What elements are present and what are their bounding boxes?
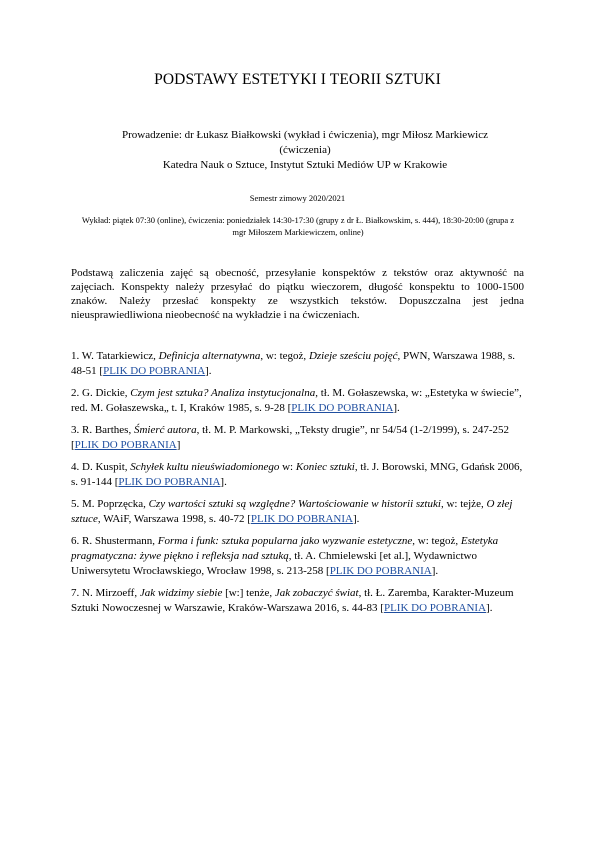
reading-text: , tł. Ł. Zaremba, Karakter-Muzeum Sztuki Nowoczesnej w Warszawie, Kraków-Warszawa 2016, s. 44-83 [ [71, 587, 514, 614]
reading-book-title: Jak zobaczyć świat [274, 587, 359, 599]
semester-label: Semestr zimowy 2020/2021 [249, 193, 346, 203]
reading-text: w: [279, 461, 296, 473]
download-link[interactable]: PLIK DO POBRANIA [103, 365, 206, 377]
reading-text: 6. R. Shustermann, [71, 535, 158, 547]
reading-text: , PWN, Warszawa 1988, s. 48-51 [ [71, 350, 515, 377]
reading-list [71, 349, 524, 623]
reading-text: , tł. A. Chmielewski [et al.], Wydawnictwo Uniwersytetu Wrocławskiego, Wrocław 1998, s. 213-258 [ [71, 550, 477, 577]
reading-book-title: Dzieje sześciu pojęć [308, 350, 398, 362]
reading-text: , tł. M. Gołaszewska, w: „Estetyka w świecie”, red. M. Gołaszewska„ t. I, Kraków 1985, s. 9-28 [ [71, 387, 522, 414]
download-link[interactable]: PLIK DO POBRANIA [118, 476, 221, 488]
reading-title: Schyłek kultu nieuświadomionego [130, 461, 280, 473]
reading-text: 2. G. Dickie, [71, 387, 131, 399]
reading-text: ]. [220, 476, 227, 488]
reading-text: ]. [431, 565, 439, 577]
reading-text: , tł. M. P. Markowski, „Teksty drugie”, nr 54/54 (1-2/1999), s. 247-252 [ [71, 424, 509, 451]
department-line: Katedra Nauk o Sztuce, Instytut Sztuki Mediów UP w Krakowie [162, 159, 448, 171]
download-link[interactable]: PLIK DO POBRANIA [329, 565, 432, 577]
reading-title: Czy wartości sztuki są względne? Wartościowanie w historii sztuki [148, 498, 441, 510]
reading-text: [w:] tenże, [222, 587, 275, 599]
reading-text: 1. W. Tatarkiewicz, [71, 350, 159, 362]
reading-item [71, 460, 524, 490]
reading-book-title: Estetyka pragmatyczna: żywe piękno i refleksja nad sztuką [71, 535, 499, 562]
download-link[interactable]: PLIK DO POBRANIA [250, 513, 353, 525]
download-link[interactable]: PLIK DO POBRANIA [383, 602, 487, 614]
download-link[interactable]: PLIK DO POBRANIA [291, 402, 394, 414]
reading-item [71, 497, 524, 527]
reading-book-title: Koniec sztuki [295, 461, 355, 473]
reading-book-title: O złej sztuce [71, 498, 513, 525]
reading-item [71, 423, 524, 453]
reading-title: Jak widzimy siebie [139, 587, 223, 599]
reading-text: , w: tejże, [440, 498, 487, 510]
reading-title: Definicja alternatywna [158, 350, 261, 362]
schedule-info: Wykład: piątek 07:30 (online), ćwiczenia: poniedziałek 14:30-17:30 (grupy z dr Ł. Białkowskim, s. 444), 18:30-20:00 (grupa z mgr Miłoszem Markiewiczem, online) [81, 215, 515, 237]
lecturers-line: Prowadzenie: dr Łukasz Białkowski (wykład i ćwiczenia), mgr Miłosz Markiewicz (ćwiczenia) [122, 129, 488, 156]
reading-text: 3. R. Barthes, [71, 424, 134, 436]
reading-title: Forma i funk: sztuka popularna jako wyzwanie estetyczne [157, 535, 413, 547]
download-link[interactable]: PLIK DO POBRANIA [74, 439, 177, 451]
course-rules: Podstawą zaliczenia zajęć są obecność, przesyłanie konspektów z tekstów oraz aktywność na zajęciach. Konspekty należy przesyłać do piątku wieczorem, długość konspektu to 1000-1500 znaków. Należy przesłać konspekty ze wszystkich tekstów. Dopuszczalna jest jedna nieusprawiedliwiona nieobecność na wykładzie i na ćwiczeniach. [71, 267, 524, 321]
reading-text: ]. [393, 402, 400, 414]
reading-text: ]. [352, 513, 360, 525]
reading-text: , w: tegoż, [260, 350, 309, 362]
reading-text: ]. [205, 365, 212, 377]
reading-title: Czym jest sztuka? Analiza instytucjonalna [130, 387, 316, 399]
reading-text: 7. N. Mirzoeff, [71, 587, 140, 599]
reading-title: Śmierć autora [133, 424, 197, 436]
reading-item [71, 586, 524, 616]
reading-text: 5. M. Poprzęcka, [71, 498, 149, 510]
reading-text: , tł. J. Borowski, MNG, Gdańsk 2006, s. 91-144 [ [71, 461, 523, 488]
reading-text: ]. [486, 602, 493, 614]
document-title: PODSTAWY ESTETYKI I TEORII SZTUKI [154, 71, 441, 88]
reading-text: 4. D. Kuspit, [71, 461, 131, 473]
reading-text: ] [176, 439, 181, 451]
course-staff [100, 128, 510, 173]
reading-item [71, 349, 524, 379]
reading-text: , w: tegoż, [412, 535, 461, 547]
reading-item [71, 386, 524, 416]
reading-item [71, 534, 524, 579]
reading-text: , WAiF, Warszawa 1998, s. 40-72 [ [97, 513, 251, 525]
